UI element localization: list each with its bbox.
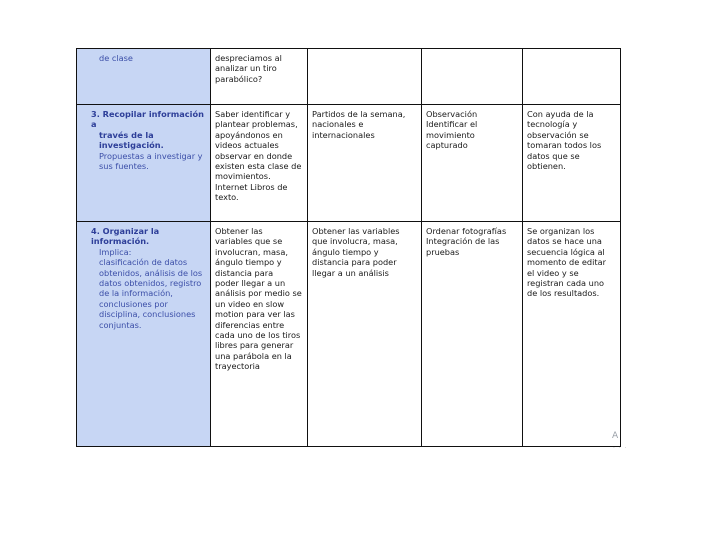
cell-text-line: movimientos.	[215, 171, 271, 182]
table-row	[77, 222, 621, 447]
result-cell	[523, 222, 621, 447]
cell-text-line: Obtener las	[215, 226, 263, 236]
cell-text-line: ángulo tiempo y	[215, 257, 282, 268]
cell-text-line: Ordenar fotografías	[426, 226, 507, 236]
cell-text-line: Internet Libros de	[215, 181, 288, 192]
cell-text-line: Con ayuda de la	[527, 109, 594, 119]
cell-text-line: Se organizan los	[527, 226, 595, 236]
cell-text-line: un video en slow	[215, 298, 285, 309]
cell-text-line: análisis por medio se	[215, 288, 302, 299]
cell-text-line: Identificar el	[426, 119, 478, 130]
cell-text-line: despreciamos al	[215, 53, 282, 63]
cell-text-line: videos actuales	[215, 140, 279, 151]
stage-cell	[77, 105, 211, 222]
cell-text-line: variables que se	[215, 236, 283, 247]
resources-cell	[308, 105, 422, 222]
cell-text-line: momento de editar	[527, 257, 606, 268]
cell-text-line: capturado	[426, 140, 468, 151]
cell-text-line: existen esta clase de	[215, 161, 302, 172]
cell-text-line: parabólico?	[215, 73, 263, 84]
result-cell	[523, 49, 621, 105]
stage-detail-line: conclusiones por	[99, 298, 168, 309]
cell-text-line: datos que se	[527, 150, 580, 161]
cell-text-line: llegar a un análisis	[312, 267, 389, 278]
table-row	[77, 105, 621, 222]
cell-text-line: observar en donde	[215, 150, 293, 161]
cell-text-line: pruebas	[426, 246, 460, 257]
technique-cell	[422, 49, 523, 105]
cell-text-line: registran cada uno	[527, 278, 605, 289]
stage-detail-line: datos obtenidos, registro	[99, 278, 202, 289]
stage-detail-line: obtenidos, análisis de los	[99, 267, 203, 278]
cell-text-line: trayectoria	[215, 361, 260, 372]
cell-text-line: Integración de las	[426, 236, 500, 247]
stage-title-line: través de la	[99, 129, 154, 140]
table-body	[77, 49, 621, 447]
stage-detail-line: clasificación de datos	[99, 257, 188, 268]
cell-text-line: Observación	[426, 109, 478, 119]
corner-mark: A	[612, 431, 619, 441]
cell-text-line: motion para ver las	[215, 309, 295, 320]
cell-text-line: ángulo tiempo y	[312, 246, 379, 257]
cell-text-line: el video y se	[527, 267, 579, 278]
stage-detail-line: Propuestas a investigar y	[99, 150, 203, 161]
stage-detail-line: sus fuentes.	[99, 161, 149, 172]
stage-detail-line: Implica:	[99, 246, 132, 257]
stage-cell	[77, 222, 211, 447]
cell-text-line: observación se	[527, 129, 589, 140]
cell-text-line: plantear problemas,	[215, 119, 298, 130]
cell-text-line: diferencias entre	[215, 319, 285, 330]
cell-text-line: Partidos de la semana,	[312, 109, 406, 119]
activity-cell	[211, 105, 308, 222]
stage-title-line: investigación.	[99, 140, 164, 151]
cell-text-line: secuencia lógica al	[527, 246, 605, 257]
stage-cell	[77, 49, 211, 105]
cell-text-line: obtienen.	[527, 161, 566, 172]
cell-text-line: distancia para	[215, 267, 274, 278]
cell-text-line: de los resultados.	[527, 288, 600, 299]
cell-text-line: tomaran todos los	[527, 140, 602, 151]
cell-text-line: nacionales e	[312, 119, 364, 130]
cell-text-line: una parábola en la	[215, 350, 292, 361]
corner-dots: · · ·	[613, 445, 628, 452]
cell-text-line: datos se hace una	[527, 236, 602, 247]
stage-title-line: 3. Recopilar información a	[91, 109, 204, 130]
technique-cell	[422, 222, 523, 447]
cell-text-line: distancia para poder	[312, 257, 397, 268]
technique-cell	[422, 105, 523, 222]
stage-detail-line: de clase	[99, 53, 133, 63]
cell-text-line: Saber identificar y	[215, 109, 291, 119]
stage-detail-line: conjuntas.	[99, 319, 142, 330]
cell-text-line: involucran, masa,	[215, 246, 288, 257]
stage-detail-line: disciplina, conclusiones	[99, 309, 196, 320]
cell-text-line: internacionales	[312, 129, 375, 140]
cell-text-line: texto.	[215, 192, 239, 203]
planning-table	[76, 48, 621, 447]
cell-text-line: movimiento	[426, 129, 475, 140]
cell-text-line: cada uno de los tiros	[215, 330, 301, 341]
activity-cell	[211, 222, 308, 447]
cell-text-line: tecnología y	[527, 119, 578, 130]
result-cell	[523, 105, 621, 222]
cell-text-line: analizar un tiro	[215, 63, 277, 74]
cell-text-line: que involucra, masa,	[312, 236, 398, 247]
stage-detail-line: de la información,	[99, 288, 173, 299]
resources-cell	[308, 222, 422, 447]
cell-text-line: Obtener las variables	[312, 226, 400, 236]
table-row	[77, 49, 621, 105]
stage-title-line: 4. Organizar la información.	[91, 226, 160, 247]
cell-text-line: poder llegar a un	[215, 278, 286, 289]
cell-text-line: libres para generar	[215, 340, 294, 351]
resources-cell	[308, 49, 422, 105]
cell-text-line: apoyándonos en	[215, 129, 283, 140]
activity-cell	[211, 49, 308, 105]
